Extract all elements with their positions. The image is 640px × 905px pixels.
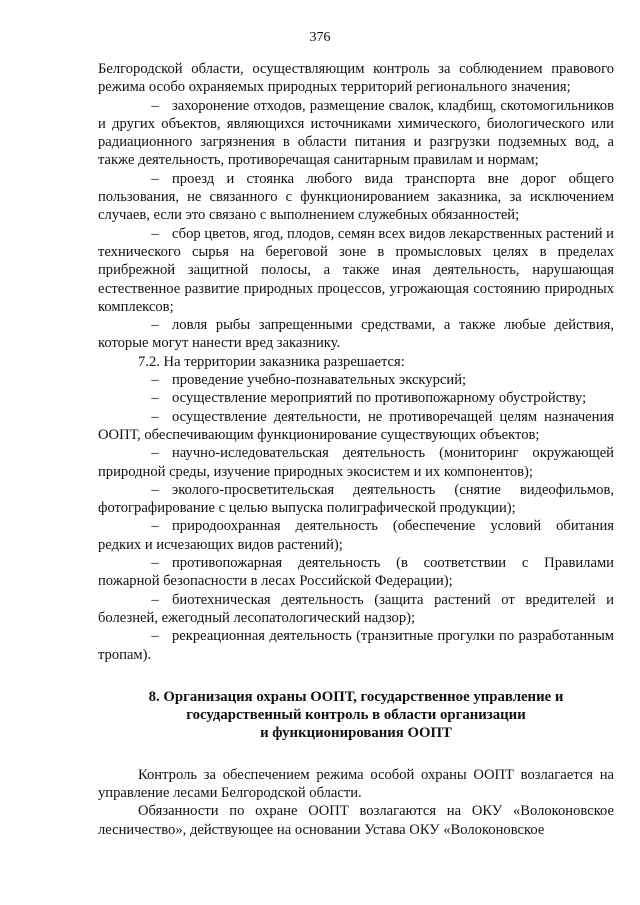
list-item: – противопожарная деятельность (в соответствии с Правилами пожарной безопасности в лесах Российской Федерации); [98,555,614,590]
prohibited-list [98,97,614,353]
dash-marker: – [151,518,159,535]
dash-marker: – [151,225,159,242]
list-item: – проезд и стоянка любого вида транспорта вне дорог общего пользования, не связанного с функционированием заказника, за исключением случаев, если это связано с выполнением служебных обязанностей; [98,170,614,224]
intro-continuation: Белгородской области, осуществляющим контроль за соблюдением правового режима особо охраняемых природных территорий регионального значения; [98,61,614,96]
list-item: – научно-иследовательская деятельность (мониторинг окружающей природной среды, изучение природных экосистем и их компонентов); [98,445,614,480]
list-item: – рекреационная деятельность (транзитные прогулки по разработанным тропам). [98,628,614,663]
list-item: – природоохранная деятельность (обеспечение условий обитания редких и исчезающих видов растений); [98,518,614,553]
dash-marker: – [151,628,159,645]
dash-marker: – [151,97,159,114]
list-item: – сбор цветов, ягод, плодов, семян всех видов лекарственных растений и технического сырья на береговой зоне в промысловых целях в пределах прибрежной защитной полосы, а также иная деятельность, нарушающая естественное развитие природных процессов, угрожающая состоянию природных комплексов; [98,225,614,315]
list-item: – биотехническая деятельность (защита растений от вредителей и болезней, ежегодный лесопатологический надзор); [98,591,614,626]
dash-marker: – [151,170,159,187]
dash-marker: – [151,372,159,389]
section-heading-line: 8. Организация охраны ООПТ, государственное управление и [148,688,564,705]
list-item: – осуществление мероприятий по противопожарному обустройству; [98,389,614,407]
dash-marker: – [151,555,159,572]
dash-marker: – [151,390,159,407]
page-number: 376 [309,30,331,45]
list-item: – ловля рыбы запрещенными средствами, а также любые действия, которые могут нанести вред заказнику. [98,317,614,352]
allowed-intro: 7.2. На территории заказника разрешается: [138,353,405,370]
dash-marker: – [151,481,159,498]
dash-marker: – [151,408,159,425]
dash-marker: – [151,591,159,608]
section-heading-line: государственный контроль в области организации [186,706,526,723]
dash-marker: – [151,317,159,334]
allowed-list [98,371,614,664]
dash-marker: – [151,445,159,462]
list-item: – эколого-просветительская деятельность (снятие видеофильмов, фотографирование с целью выпуска полиграфической продукции); [98,481,614,517]
body-paragraph: Контроль за обеспечением режима особой охраны ООПТ возлагается на управление лесами Белгородской области. [98,766,614,802]
list-item: – проведение учебно-познавательных экскурсий; [98,371,614,389]
list-item: – захоронение отходов, размещение свалок, кладбищ, скотомогильников и других объектов, являющихся источниками химического, биологического или радиационного загрязнения в области питания и разгрузки подземных вод, а также деятельность, противоречащая санитарным правилам и нормам; [98,97,614,169]
body-paragraph: Обязанности по охране ООПТ возлагаются на ОКУ «Волоконовское лесничество», действующее на основании Устава ОКУ «Волоконовское [98,803,614,838]
list-item: – осуществление деятельности, не противоречащей целям назначения ООПТ, обеспечивающим функционирование существующих объектов; [98,408,614,443]
section-heading [98,688,614,742]
section-heading-line: и функционирования ООПТ [260,724,452,741]
document-body [98,60,614,839]
